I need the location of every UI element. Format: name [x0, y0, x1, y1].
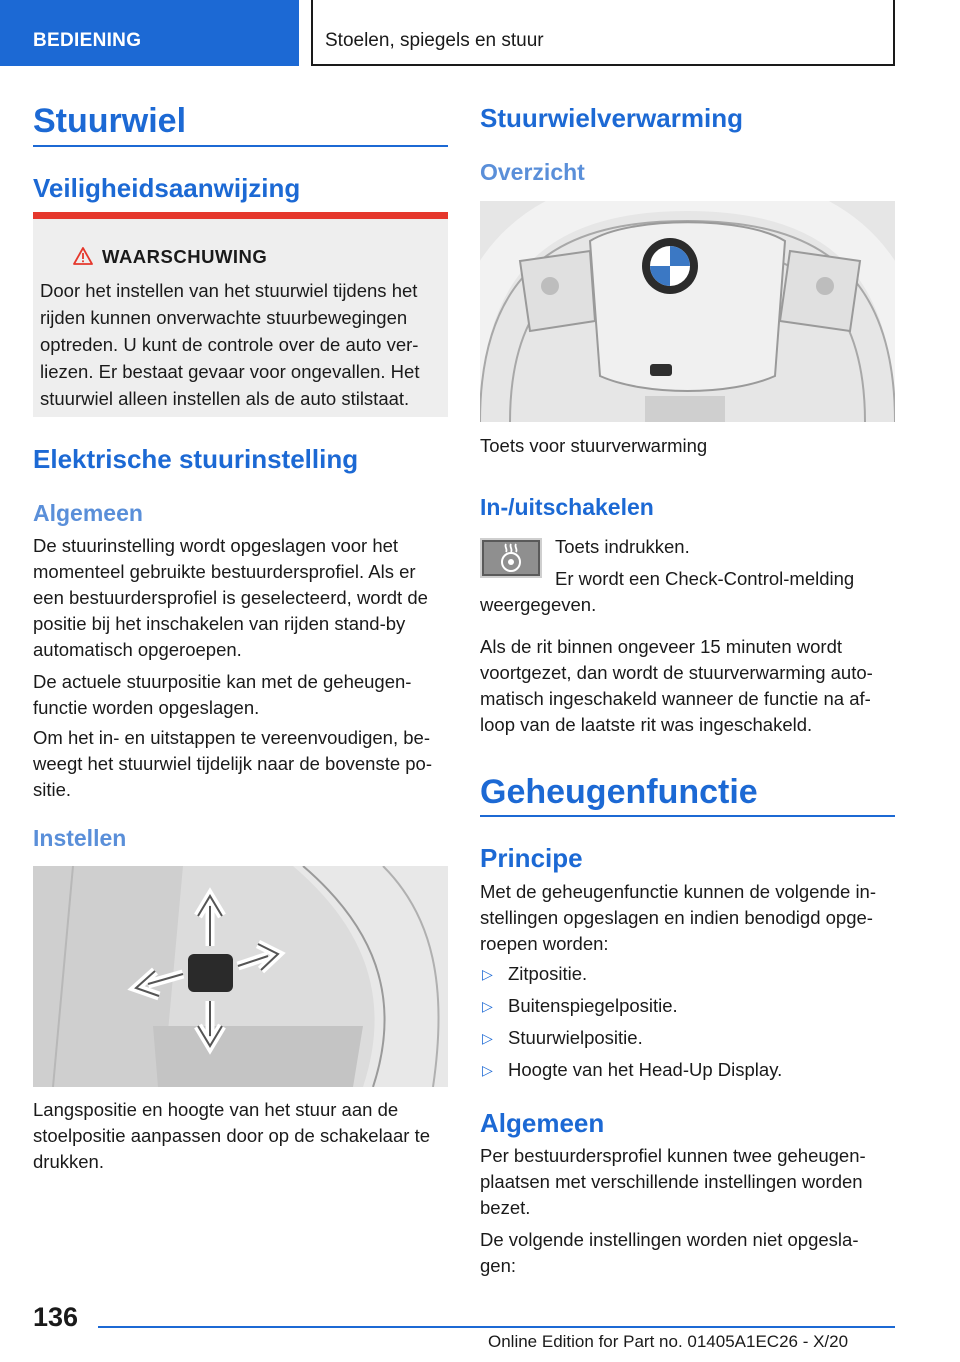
text-line: Langspositie en hoogte van het stuur aan de: [33, 1099, 399, 1120]
warning-line: Door het instellen van het stuurwiel tijdens het: [40, 280, 418, 301]
text-line: roepen worden:: [480, 933, 609, 954]
principle-paragraph: [480, 879, 895, 957]
adjust-caption: [33, 1097, 448, 1175]
triangle-bullet-icon: ▷: [482, 1062, 493, 1078]
list-item-text: Zitpositie.: [508, 963, 588, 984]
electric-adjust-heading: Elektrische stuurinstelling: [33, 444, 359, 474]
text-line: De volgende instellingen worden niet opgesla-: [480, 1229, 859, 1250]
footer-edition: Online Edition for Part no. 01405A1EC26 - X/20: [488, 1332, 849, 1351]
text-line: bezet.: [480, 1197, 531, 1218]
warning-box: [33, 212, 448, 417]
text-line: gen:: [480, 1255, 517, 1276]
warning-text: [40, 277, 440, 412]
text-line: stellingen opgeslagen en indien benodigd opge-: [480, 907, 873, 928]
warning-line: liezen. Er bestaat gevaar voor ongevallen. Het: [40, 361, 420, 382]
text-line: loop van de laatste rit was ingeschakeld.: [480, 714, 813, 735]
text-line: voortgezet, dan wordt de stuurverwarming auto-: [480, 662, 873, 683]
chapter-label: Stoelen, spiegels en stuur: [325, 30, 544, 51]
onoff-paragraph: [480, 634, 895, 738]
section-tab: [0, 0, 299, 66]
list-item-text: Hoogte van het Head-Up Display.: [508, 1059, 783, 1080]
footer-divider: [98, 1326, 895, 1328]
text-line: De stuurinstelling wordt opgeslagen voor het: [33, 535, 399, 556]
text-line: stoelpositie aanpassen door op de schakelaar te: [33, 1125, 430, 1146]
safety-heading: Veiligheidsaanwijzing: [33, 173, 301, 203]
onoff-step-1: Toets indrukken.: [555, 536, 690, 557]
memory-title: Geheugenfunctie: [480, 773, 758, 811]
list-item-text: Stuurwielpositie.: [508, 1027, 643, 1048]
memory-general-heading: Algemeen: [480, 1108, 605, 1138]
warning-label: WAARSCHUWING: [102, 246, 268, 267]
text-line: functie worden opgeslagen.: [33, 697, 260, 718]
steering-column-switch-illustration: [33, 866, 448, 1087]
list-item-text: Buitenspiegelpositie.: [508, 995, 678, 1016]
text-line: een bestuurdersprofiel is geselecteerd, wordt de: [33, 587, 428, 608]
text-line: sitie.: [33, 779, 72, 800]
onoff-heading: In-/uitschakelen: [480, 494, 654, 520]
warning-line: rijden kunnen onverwachte stuurbewegingen: [40, 307, 408, 328]
section-label: BEDIENING: [33, 30, 142, 51]
adjust-heading: Instellen: [33, 825, 127, 851]
triangle-bullet-icon: ▷: [482, 966, 493, 982]
triangle-bullet-icon: ▷: [482, 998, 493, 1014]
warning-triangle-icon: [73, 247, 93, 265]
text-line: drukken.: [33, 1151, 104, 1172]
text-line: automatisch opgeroepen.: [33, 639, 242, 660]
text-line: momenteel gebruikte bestuurdersprofiel. Als er: [33, 561, 416, 582]
heating-title: Stuurwielverwarming: [480, 103, 743, 133]
heated-steering-button-icon: [480, 538, 542, 578]
general-paragraph-2: [33, 669, 448, 721]
memory-general-paragraph-2: [480, 1227, 895, 1279]
page-number: 136: [33, 1302, 79, 1332]
triangle-bullet-icon: ▷: [482, 1030, 493, 1046]
steering-wheel-illustration: [480, 201, 895, 422]
warning-line: stuurwiel alleen instellen als de auto stilstaat.: [40, 388, 410, 409]
general-paragraph-3: [33, 725, 448, 803]
chapter-tab: [311, 0, 895, 66]
page-title-steering-wheel: Stuurwiel: [33, 102, 187, 140]
memory-general-paragraph-1: [480, 1143, 895, 1221]
onoff-step-2: Er wordt een Check-Control-melding: [555, 568, 855, 589]
overview-caption: Toets voor stuurverwarming: [480, 435, 708, 456]
text-line: positie bij het inschakelen van rijden stand-by: [33, 613, 406, 634]
title-divider: [33, 145, 448, 147]
warning-line: optreden. U kunt de controle over de auto ver-: [40, 334, 419, 355]
principle-heading: Principe: [480, 843, 583, 873]
general-heading: Algemeen: [33, 500, 143, 526]
text-line: Per bestuurdersprofiel kunnen twee geheugen-: [480, 1145, 866, 1166]
text-line: weegt het stuurwiel tijdelijk naar de bovenste po-: [33, 753, 433, 774]
memory-title-divider: [480, 815, 895, 817]
text-line: Met de geheugenfunctie kunnen de volgende in-: [480, 881, 876, 902]
text-line: matisch ingeschakeld wanneer de functie na af-: [480, 688, 871, 709]
onoff-step-2-cont: weergegeven.: [480, 594, 597, 615]
general-paragraph-1: [33, 533, 448, 663]
text-line: Als de rit binnen ongeveer 15 minuten wordt: [480, 636, 842, 657]
overview-heading: Overzicht: [480, 159, 585, 185]
text-line: De actuele stuurpositie kan met de geheugen-: [33, 671, 412, 692]
text-line: plaatsen met verschillende instellingen worden: [480, 1171, 863, 1192]
text-line: Om het in- en uitstappen te vereenvoudigen, be-: [33, 727, 430, 748]
